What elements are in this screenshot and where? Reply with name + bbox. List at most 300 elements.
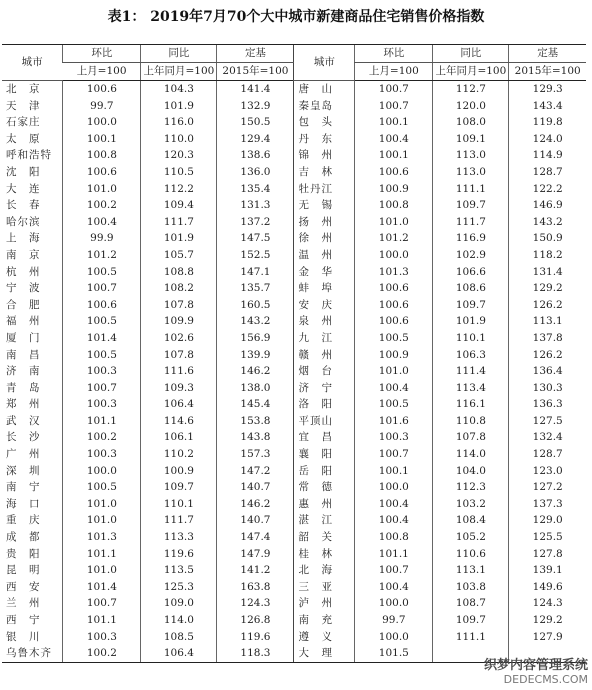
yoy-cell: 108.0: [433, 114, 509, 131]
table-row: [2, 347, 586, 364]
yoy-cell: 109.7: [433, 612, 509, 629]
base-cell: 124.3: [217, 595, 294, 612]
yoy-cell: 120.3: [141, 147, 217, 164]
watermark: [484, 654, 588, 686]
base-cell: 143.8: [217, 429, 294, 446]
yoy-cell: 109.4: [141, 197, 217, 214]
table-row: [2, 496, 586, 513]
mom-cell: 100.1: [355, 147, 433, 164]
mom-cell: 101.1: [63, 612, 141, 629]
city-cell: 秦皇岛: [294, 98, 355, 115]
mom-cell: 100.5: [63, 313, 141, 330]
city-cell: 乌鲁木齐: [2, 645, 63, 662]
mom-cell: 100.0: [63, 114, 141, 131]
city-cell: 呼和浩特: [6, 149, 52, 162]
city-cell: 九 江: [294, 330, 355, 347]
mom-cell: 101.2: [63, 247, 141, 264]
mom-cell: 100.4: [355, 496, 433, 513]
base-cell: 136.0: [217, 164, 294, 181]
mom-cell: 100.5: [63, 479, 141, 496]
yoy-cell: 113.1: [433, 562, 509, 579]
mom-cell: 100.7: [63, 380, 141, 397]
table-row: [2, 164, 586, 181]
base-cell: 150.5: [217, 114, 294, 131]
table-row: [2, 214, 586, 231]
base-cell: 127.8: [509, 546, 586, 563]
base-cell: 153.8: [217, 413, 294, 430]
city-cell: 泉 州: [294, 313, 355, 330]
table-row: [2, 247, 586, 264]
city-cell: 哈尔滨: [6, 215, 41, 228]
base-cell: 140.7: [217, 479, 294, 496]
city-cell: 常 德: [294, 479, 355, 496]
city-cell: 合 肥: [6, 298, 41, 311]
yoy-cell: 105.2: [433, 529, 509, 546]
city-cell: 襄 阳: [294, 446, 355, 463]
yoy-cell: 110.0: [141, 131, 217, 148]
mom-cell: 101.5: [355, 645, 433, 662]
base-cell: 132.4: [509, 429, 586, 446]
header-base-sub-left: 2015年=100: [217, 63, 294, 81]
table-row: [2, 280, 586, 297]
city-cell: 广 州: [6, 448, 41, 461]
table-row: [2, 629, 586, 646]
yoy-cell: 106.6: [433, 264, 509, 281]
table-row: [2, 463, 586, 480]
city-cell: 厦 门: [6, 331, 41, 344]
city-cell: 海 口: [6, 497, 41, 510]
yoy-cell: 110.1: [433, 330, 509, 347]
table-row: [2, 131, 586, 148]
yoy-cell: 109.7: [433, 197, 509, 214]
base-cell: 126.2: [509, 347, 586, 364]
mom-cell: 100.6: [63, 81, 141, 98]
base-cell: 138.6: [217, 147, 294, 164]
yoy-cell: 111.7: [433, 214, 509, 231]
mom-cell: 100.5: [63, 264, 141, 281]
mom-cell: 100.6: [355, 280, 433, 297]
base-cell: 156.9: [217, 330, 294, 347]
city-cell: 沈 阳: [6, 165, 41, 178]
city-cell: 唐 山: [294, 81, 355, 98]
mom-cell: 100.7: [355, 562, 433, 579]
mom-cell: 100.3: [355, 429, 433, 446]
city-cell: 西 安: [6, 580, 41, 593]
table-row: [2, 181, 586, 198]
base-cell: 128.7: [509, 164, 586, 181]
header-base-right: 定基: [509, 45, 586, 63]
city-cell: 天 津: [6, 99, 41, 112]
mom-cell: 100.9: [355, 181, 433, 198]
base-cell: 145.4: [217, 396, 294, 413]
base-cell: 119.6: [217, 629, 294, 646]
base-cell: 143.2: [217, 313, 294, 330]
city-cell: 烟 台: [294, 363, 355, 380]
mom-cell: 101.4: [63, 330, 141, 347]
yoy-cell: 120.0: [433, 98, 509, 115]
yoy-cell: 112.2: [141, 181, 217, 198]
mom-cell: 101.0: [355, 363, 433, 380]
city-cell: 西 宁: [6, 614, 41, 626]
mom-cell: 101.1: [355, 546, 433, 563]
base-cell: 129.4: [217, 131, 294, 148]
city-cell: 锦 州: [294, 147, 355, 164]
header-base-left: 定基: [217, 45, 294, 63]
yoy-cell: 110.8: [433, 413, 509, 430]
yoy-cell: 108.5: [141, 629, 217, 646]
mom-cell: 100.2: [63, 429, 141, 446]
base-cell: 132.9: [217, 98, 294, 115]
yoy-cell: 101.9: [141, 230, 217, 247]
yoy-cell: 103.2: [433, 496, 509, 513]
yoy-cell: 107.8: [141, 347, 217, 364]
yoy-cell: 125.3: [141, 579, 217, 596]
yoy-cell: 106.1: [141, 429, 217, 446]
base-cell: 139.9: [217, 347, 294, 364]
mom-cell: 100.0: [355, 479, 433, 496]
mom-cell: 100.6: [355, 313, 433, 330]
yoy-cell: 109.9: [141, 313, 217, 330]
yoy-cell: 113.0: [433, 147, 509, 164]
city-cell: 南 昌: [6, 348, 41, 361]
yoy-cell: 103.8: [433, 579, 509, 596]
table-row: [2, 429, 586, 446]
yoy-cell: 108.4: [433, 512, 509, 529]
table-row: [2, 197, 586, 214]
mom-cell: 101.4: [63, 579, 141, 596]
city-cell: 丹 东: [294, 131, 355, 148]
yoy-cell: 101.9: [141, 98, 217, 115]
mom-cell: 100.6: [355, 164, 433, 181]
base-cell: 146.9: [509, 197, 586, 214]
table-row: [2, 512, 586, 529]
city-cell: 兰 州: [6, 597, 41, 610]
yoy-cell: 111.7: [141, 214, 217, 231]
city-cell: 长 沙: [6, 431, 41, 444]
base-cell: 157.3: [217, 446, 294, 463]
yoy-cell: 114.0: [433, 446, 509, 463]
yoy-cell: 109.3: [141, 380, 217, 397]
base-cell: 139.1: [509, 562, 586, 579]
mom-cell: 100.2: [63, 645, 141, 662]
city-cell: 贵 阳: [6, 547, 41, 560]
city-cell: 杭 州: [6, 265, 41, 278]
mom-cell: 101.3: [63, 529, 141, 546]
yoy-cell: 119.6: [141, 546, 217, 563]
city-cell: 包 头: [294, 114, 355, 131]
table-row: [2, 114, 586, 131]
yoy-cell: 112.7: [433, 81, 509, 98]
yoy-cell: 108.6: [433, 280, 509, 297]
city-cell: 安 庆: [294, 297, 355, 314]
mom-cell: 100.8: [355, 529, 433, 546]
mom-cell: 101.3: [355, 264, 433, 281]
mom-cell: 101.0: [63, 512, 141, 529]
city-cell: 北 京: [6, 83, 41, 95]
mom-cell: 100.7: [355, 81, 433, 98]
table-row: [2, 380, 586, 397]
base-cell: 122.2: [509, 181, 586, 198]
mom-cell: 100.1: [63, 131, 141, 148]
base-cell: 123.0: [509, 463, 586, 480]
mom-cell: 100.3: [63, 629, 141, 646]
table-body: [2, 81, 586, 663]
city-cell: 韶 关: [294, 529, 355, 546]
table-row: [2, 297, 586, 314]
table-row: [2, 595, 586, 612]
table-row: [2, 363, 586, 380]
base-cell: 124.3: [509, 595, 586, 612]
base-cell: 141.2: [217, 562, 294, 579]
mom-cell: 100.4: [355, 131, 433, 148]
yoy-cell: 102.6: [141, 330, 217, 347]
city-cell: 蚌 埠: [294, 280, 355, 297]
table-row: [2, 562, 586, 579]
city-cell: 成 都: [6, 531, 41, 544]
yoy-cell: 114.0: [141, 612, 217, 629]
mom-cell: 100.7: [63, 280, 141, 297]
base-cell: 131.4: [509, 264, 586, 281]
yoy-cell: 106.4: [141, 645, 217, 662]
base-cell: 143.4: [509, 98, 586, 115]
yoy-cell: 102.9: [433, 247, 509, 264]
mom-cell: 100.3: [63, 396, 141, 413]
mom-cell: 100.4: [355, 512, 433, 529]
mom-cell: 100.6: [355, 297, 433, 314]
yoy-cell: 108.2: [141, 280, 217, 297]
mom-cell: 100.0: [355, 595, 433, 612]
yoy-cell: 113.3: [141, 529, 217, 546]
mom-cell: 100.0: [355, 629, 433, 646]
yoy-cell: 114.6: [141, 413, 217, 430]
mom-cell: 100.8: [63, 147, 141, 164]
base-cell: 127.5: [509, 413, 586, 430]
yoy-cell: 110.1: [141, 496, 217, 513]
yoy-cell: 109.0: [141, 595, 217, 612]
mom-cell: 101.2: [355, 230, 433, 247]
mom-cell: 99.7: [355, 612, 433, 629]
base-cell: 163.8: [217, 579, 294, 596]
base-cell: 118.2: [509, 247, 586, 264]
yoy-cell: 105.7: [141, 247, 217, 264]
table-row: [2, 579, 586, 596]
price-index-table: [2, 44, 586, 663]
city-cell: 济 南: [6, 365, 41, 378]
mom-cell: 100.2: [63, 197, 141, 214]
table-row: [2, 313, 586, 330]
watermark-en: DEDECMS.COM: [503, 673, 588, 686]
header-mom-sub-left: 上月=100: [63, 63, 141, 81]
base-cell: 152.5: [217, 247, 294, 264]
base-cell: 114.9: [509, 147, 586, 164]
table-row: [2, 529, 586, 546]
yoy-cell: 110.2: [141, 446, 217, 463]
base-cell: 135.4: [217, 181, 294, 198]
city-cell: 大 连: [6, 182, 41, 195]
header-mom-left: 环比: [63, 45, 141, 63]
mom-cell: 101.1: [63, 546, 141, 563]
yoy-cell: 111.1: [433, 181, 509, 198]
table-row: [2, 81, 586, 98]
yoy-cell: 106.4: [141, 396, 217, 413]
city-cell: 湛 江: [294, 512, 355, 529]
city-cell: 岳 阳: [294, 463, 355, 480]
base-cell: 129.3: [509, 81, 586, 98]
base-cell: 149.6: [509, 579, 586, 596]
header-yoy-sub-right: 上年同月=100: [433, 63, 509, 81]
header-yoy-left: 同比: [141, 45, 217, 63]
yoy-cell: 108.8: [141, 264, 217, 281]
city-cell: 扬 州: [294, 214, 355, 231]
watermark-cn: 织梦内容管理系统: [483, 658, 588, 673]
base-cell: 137.8: [509, 330, 586, 347]
mom-cell: 100.4: [63, 214, 141, 231]
table-row: [2, 479, 586, 496]
base-cell: 143.2: [509, 214, 586, 231]
base-cell: 138.0: [217, 380, 294, 397]
yoy-cell: 110.6: [433, 546, 509, 563]
mom-cell: 100.0: [63, 463, 141, 480]
city-cell: 长 春: [6, 199, 41, 212]
header-city-right: 城市: [294, 45, 355, 81]
mom-cell: 100.5: [355, 396, 433, 413]
city-cell: 昆 明: [6, 564, 41, 577]
mom-cell: 100.5: [355, 330, 433, 347]
base-cell: 126.2: [509, 297, 586, 314]
city-cell: 重 庆: [6, 514, 41, 527]
city-cell: 上 海: [6, 232, 41, 245]
city-cell: 徐 州: [294, 230, 355, 247]
mom-cell: 100.5: [63, 347, 141, 364]
mom-cell: 101.0: [63, 496, 141, 513]
mom-cell: 101.0: [63, 181, 141, 198]
city-cell: 三 亚: [294, 579, 355, 596]
base-cell: 124.0: [509, 131, 586, 148]
yoy-cell: 104.3: [141, 81, 217, 98]
mom-cell: 100.1: [355, 114, 433, 131]
city-cell: 南 充: [294, 612, 355, 629]
table-row: [2, 98, 586, 115]
base-cell: 147.2: [217, 463, 294, 480]
mom-cell: 100.4: [355, 579, 433, 596]
base-cell: 137.3: [509, 496, 586, 513]
base-cell: 160.5: [217, 297, 294, 314]
base-cell: 147.1: [217, 264, 294, 281]
base-cell: 140.7: [217, 512, 294, 529]
base-cell: 147.5: [217, 230, 294, 247]
yoy-cell: 108.7: [433, 595, 509, 612]
base-cell: 141.4: [217, 81, 294, 98]
yoy-cell: 107.8: [433, 429, 509, 446]
header-city-left: 城市: [2, 45, 63, 81]
city-cell: 济 宁: [294, 380, 355, 397]
header-mom-right: 环比: [355, 45, 433, 63]
mom-cell: 101.1: [63, 413, 141, 430]
yoy-cell: 116.9: [433, 230, 509, 247]
base-cell: 147.9: [217, 546, 294, 563]
table-row: [2, 546, 586, 563]
city-cell: 温 州: [294, 247, 355, 264]
city-cell: 宜 昌: [294, 429, 355, 446]
city-cell: 牡丹江: [294, 181, 355, 198]
mom-cell: 100.0: [355, 247, 433, 264]
city-cell: 桂 林: [294, 546, 355, 563]
base-cell: 136.4: [509, 363, 586, 380]
mom-cell: 100.6: [63, 297, 141, 314]
mom-cell: 100.7: [355, 98, 433, 115]
base-cell: 129.2: [509, 612, 586, 629]
city-cell: 宁 波: [6, 282, 41, 295]
base-cell: 118.3: [217, 645, 294, 662]
city-cell: 洛 阳: [294, 396, 355, 413]
mom-cell: 100.7: [355, 446, 433, 463]
base-cell: 113.1: [509, 313, 586, 330]
header-yoy-right: 同比: [433, 45, 509, 63]
city-cell: 金 华: [294, 264, 355, 281]
mom-cell: 100.6: [63, 164, 141, 181]
mom-cell: 100.1: [355, 463, 433, 480]
table-row: [2, 330, 586, 347]
mom-cell: 100.8: [355, 197, 433, 214]
mom-cell: 101.0: [355, 214, 433, 231]
base-cell: 131.3: [217, 197, 294, 214]
yoy-cell: 113.4: [433, 380, 509, 397]
base-cell: 119.8: [509, 114, 586, 131]
base-cell: 137.2: [217, 214, 294, 231]
header-base-sub-right: 2015年=100: [509, 63, 586, 81]
table-row: [2, 396, 586, 413]
base-cell: 125.5: [509, 529, 586, 546]
table-row: [2, 413, 586, 430]
table-title: 表1： 2019年7月70个大中城市新建商品住宅销售价格指数: [107, 9, 485, 25]
base-cell: 128.7: [509, 446, 586, 463]
header-mom-sub-right: 上月=100: [355, 63, 433, 81]
yoy-cell: 100.9: [141, 463, 217, 480]
yoy-cell: 110.5: [141, 164, 217, 181]
city-cell: 郑 州: [6, 398, 41, 411]
city-cell: 遵 义: [294, 629, 355, 646]
city-cell: 吉 林: [294, 164, 355, 181]
base-cell: 146.2: [217, 496, 294, 513]
city-cell: 太 原: [6, 132, 41, 145]
yoy-cell: 109.7: [433, 297, 509, 314]
yoy-cell: 111.6: [141, 363, 217, 380]
yoy-cell: 113.0: [433, 164, 509, 181]
table-row: [2, 612, 586, 629]
base-cell: 129.0: [509, 512, 586, 529]
city-cell: 泸 州: [294, 595, 355, 612]
yoy-cell: 113.5: [141, 562, 217, 579]
base-cell: 127.2: [509, 479, 586, 496]
yoy-cell: 107.8: [141, 297, 217, 314]
mom-cell: 100.3: [63, 446, 141, 463]
city-cell: 银 川: [6, 630, 41, 643]
city-cell: 南 宁: [6, 481, 41, 494]
yoy-cell: 112.3: [433, 479, 509, 496]
city-cell: 福 州: [6, 315, 41, 328]
city-cell: 无 锡: [294, 197, 355, 214]
mom-cell: 99.7: [63, 98, 141, 115]
table-row: [2, 230, 586, 247]
base-cell: 150.9: [509, 230, 586, 247]
city-cell: 北 海: [294, 562, 355, 579]
base-cell: 130.3: [509, 380, 586, 397]
city-cell: 青 岛: [6, 381, 41, 394]
base-cell: 146.2: [217, 363, 294, 380]
yoy-cell: 111.1: [433, 629, 509, 646]
base-cell: 127.9: [509, 629, 586, 646]
city-cell: 石家庄: [6, 116, 41, 129]
